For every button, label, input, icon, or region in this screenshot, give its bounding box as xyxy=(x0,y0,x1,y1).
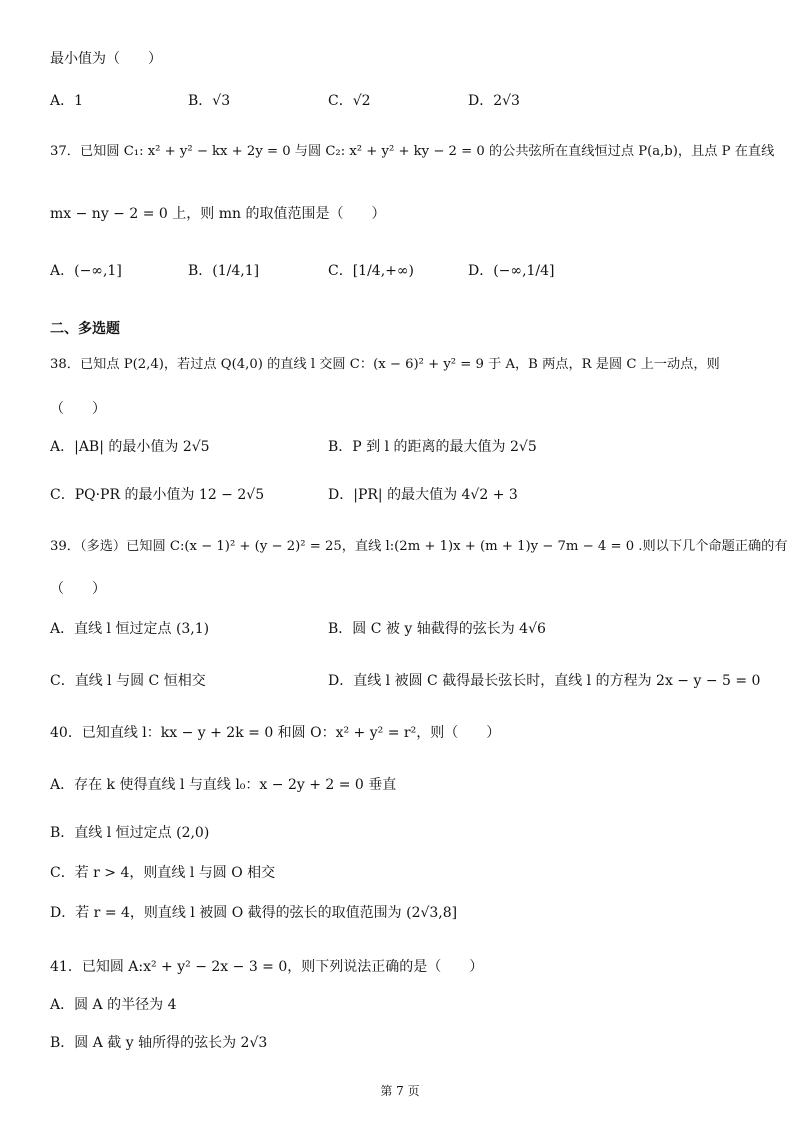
q39-paren: （ ） xyxy=(50,581,106,597)
q39-option-b: B．圆 C 被 y 轴截得的弦长为 4√6 xyxy=(328,621,546,637)
q36-option-b: B．√3 xyxy=(188,93,231,109)
q37-stem-line2: mx − ny − 2 = 0 上，则 mn 的取值范围是（ ） xyxy=(50,206,386,222)
q38-stem-line1: 38．已知点 P(2,4)，若过点 Q(4,0) 的直线 l 交圆 C：(x − 6)² + y² = 9 于 A，B 两点，R 是圆 C 上一动点，则 xyxy=(50,357,720,372)
q41-option-b: B．圆 A 截 y 轴所得的弦长为 2√3 xyxy=(50,1035,268,1051)
q36-tail: 最小值为（ ） xyxy=(50,51,162,67)
q39-option-a: A．直线 l 恒过定点 (3,1) xyxy=(50,621,210,637)
page-number: 第 7 页 xyxy=(380,1084,420,1098)
q37-option-c: C．[1/4,+∞) xyxy=(328,263,415,279)
q36-option-a: A．1 xyxy=(50,93,84,109)
q37-option-a: A．(−∞,1] xyxy=(50,263,122,279)
q36-option-c: C．√2 xyxy=(328,93,371,109)
q38-option-c: C．PQ·PR 的最小值为 12 − 2√5 xyxy=(50,487,265,503)
q38-option-b: B．P 到 l 的距离的最大值为 2√5 xyxy=(328,439,537,455)
section-heading: 二、多选题 xyxy=(50,321,120,337)
q37-option-b: B．(1/4,1] xyxy=(188,263,260,279)
q40-stem-line1: 40．已知直线 l：kx − y + 2k = 0 和圆 O：x² + y² = r²，则（ ） xyxy=(50,725,501,741)
q39-stem-line1: 39．（多选）已知圆 C:(x − 1)² + (y − 2)² = 25，直线 l:(2m + 1)x + (m + 1)y − 7m − 4 = 0 .则以下几个命题正确的有 xyxy=(50,539,788,554)
q38-option-d: D．|PR| 的最大值为 4√2 + 3 xyxy=(328,487,518,503)
q41-stem-line1: 41．已知圆 A:x² + y² − 2x − 3 = 0，则下列说法正确的是（ ） xyxy=(50,959,484,975)
q39-option-d: D．直线 l 被圆 C 截得最长弦长时，直线 l 的方程为 2x − y − 5 = 0 xyxy=(328,673,761,689)
q40-option-d: D．若 r = 4，则直线 l 被圆 O 截得的弦长的取值范围为 (2√3,8] xyxy=(50,905,458,921)
q40-option-a: A．存在 k 使得直线 l 与直线 l₀：x − 2y + 2 = 0 垂直 xyxy=(50,777,397,793)
q39-option-c: C．直线 l 与圆 C 恒相交 xyxy=(50,673,206,689)
q38-option-a: A．|AB| 的最小值为 2√5 xyxy=(50,439,210,455)
q36-option-d: D．2√3 xyxy=(468,93,520,109)
q40-option-b: B．直线 l 恒过定点 (2,0) xyxy=(50,825,210,841)
q37-option-d: D．(−∞,1/4] xyxy=(468,263,555,279)
q40-option-c: C．若 r > 4，则直线 l 与圆 O 相交 xyxy=(50,865,276,881)
q41-option-a: A．圆 A 的半径为 4 xyxy=(50,997,177,1013)
q38-paren: （ ） xyxy=(50,401,106,417)
q37-stem-line1: 37．已知圆 C₁: x² + y² − kx + 2y = 0 与圆 C₂: x² + y² + ky − 2 = 0 的公共弦所在直线恒过点 P(a,b)，且点 P 在直线 xyxy=(50,144,775,159)
